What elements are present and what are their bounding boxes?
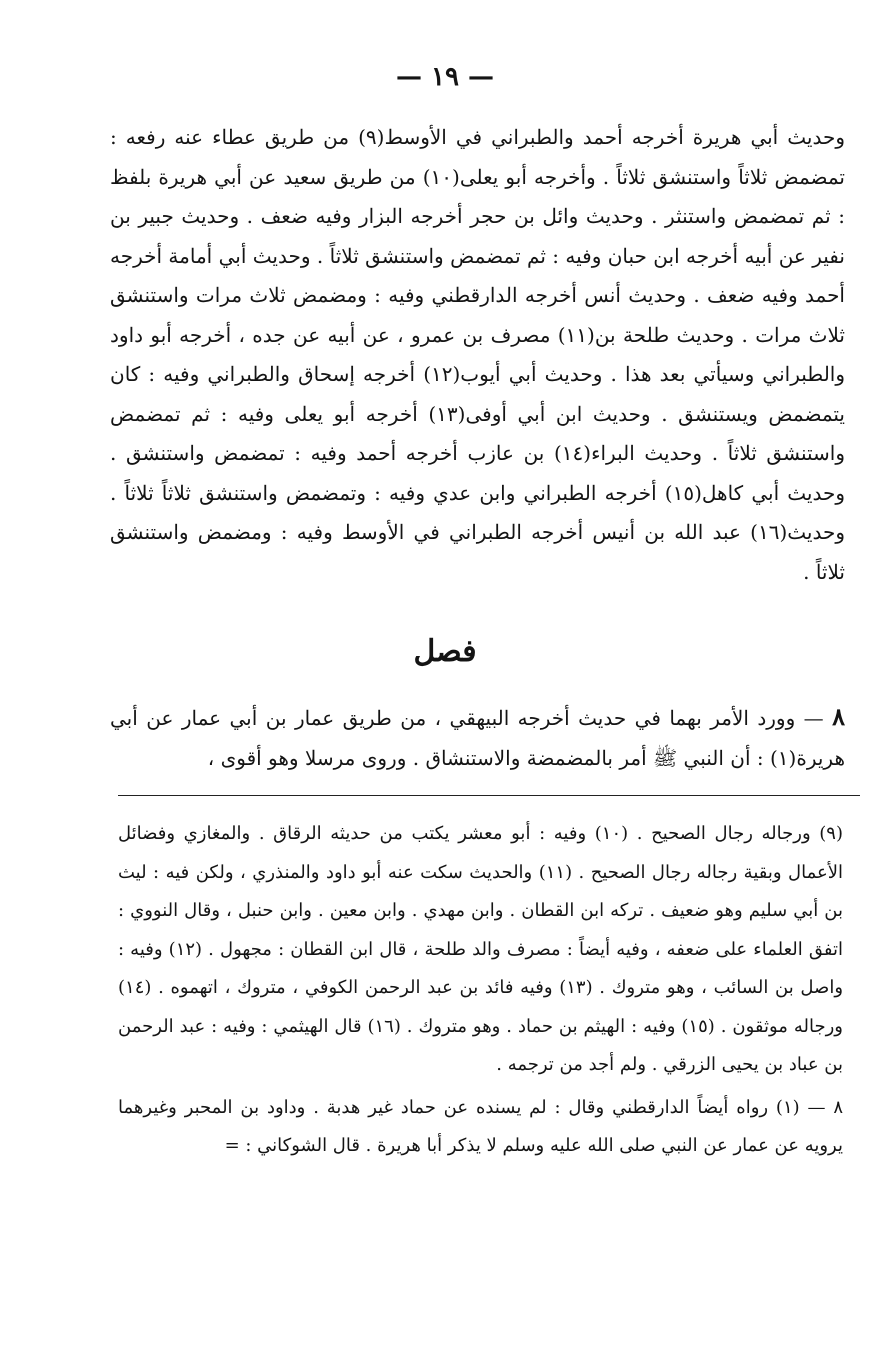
section-paragraph [110,697,845,778]
footnote-block: (٩) ورجاله رجال الصحيح . (١٠) وفيه : أبو معشر يكتب من حديثه الرقاق . والمغازي وفضائل الأعمال وبقية رجاله رجال الصحيح . (١١) والحديث سكت عنه أبو داود والمنذري ، ولكن فيه : ليث بن أبي سليم وهو ضعيف . تركه ابن القطان . وابن مهدي . وابن معين . وابن حنبل ، وقال النووي : اتفق العلماء على ضعفه ، وفيه أيضاً : مصرف والد طلحة ، قال ابن القطان : مجهول . (١٢) وفيه : واصل بن السائب ، وهو متروك . (١٣) وفيه فائد بن عبد الرحمن الكوفي ، متروك ، اتهموه . (١٤) ورجاله موثقون . (١٥) وفيه : الهيثم بن حماد . وهو متروك . (١٦) قال الهيثمي : وفيه : عبد الرحمن بن عباد بن يحيى الزرقي . ولم أجد من ترجمه . [118,823,844,1075]
page-number: — ١٩ — [395,62,495,92]
footnote-separator [118,795,860,796]
section-paragraph-text: — وورد الأمر بهما في حديث أخرجه البيهقي ، من طريق عمار بن أبي عمار عن أبي هريرة(١) : أن النبي ﷺ أمر بالمضمضة والاستنشاق . وروى مرسلا وهو أقوى ، [110,706,845,770]
main-text-paragraph: وحديث أبي هريرة أخرجه أحمد والطبراني في الأوسط(٩) من طريق عطاء عنه رفعه : تمضمض ثلاثاً واستنشق ثلاثاً . وأخرجه أبو يعلى(١٠) من طريق سعيد عن أبي هريرة بلفظ : ثم تمضمض واستنثر . وحديث وائل بن حجر أخرجه البزار وفيه ضعف . وحديث جبير بن نفير عن أبيه أخرجه ابن حبان وفيه : ثم تمضمض واستنشق ثلاثاً . وحديث أبي أمامة أخرجه أحمد وفيه ضعف . وحديث أنس أخرجه الدارقطني وفيه : ومضمض ثلاث مرات واستنشق ثلاث مرات . وحديث طلحة بن(١١) مصرف بن عمرو ، عن أبيه عن جده ، أخرجه أبو داود والطبراني وسيأتي بعد هذا . وحديث أبي أيوب(١٢) أخرجه إسحاق والطبراني وفيه : كان يتمضمض ويستنشق . وحديث ابن أبي أوفى(١٣) أخرجه أبو يعلى وفيه : ثم تمضمض واستنشق ثلاثاً . وحديث البراء(١٤) بن عازب أخرجه أحمد وفيه : تمضمض واستنشق . وحديث أبي كاهل(١٥) أخرجه الطبراني وابن عدي وفيه : وتمضمض واستنشق ثلاثاً ثلاثاً . وحديث(١٦) عبد الله بن أنيس أخرجه الطبراني في الأوسط وفيه : ومضمض واستنشق ثلاثاً . [110,125,845,584]
footnote-block: ٨ — (١) رواه أيضاً الدارقطني وقال : لم يسنده عن حماد غير هدبة . وداود بن المحبر وغيرهما يرويه عن عمار عن النبي صلى الله عليه وسلم لا يذكر أبا هريرة . قال الشوكاني : = [118,1096,843,1156]
footnotes [118,815,843,1166]
paragraph-number: ٨ [832,702,845,731]
section-heading: فصل [413,634,477,669]
